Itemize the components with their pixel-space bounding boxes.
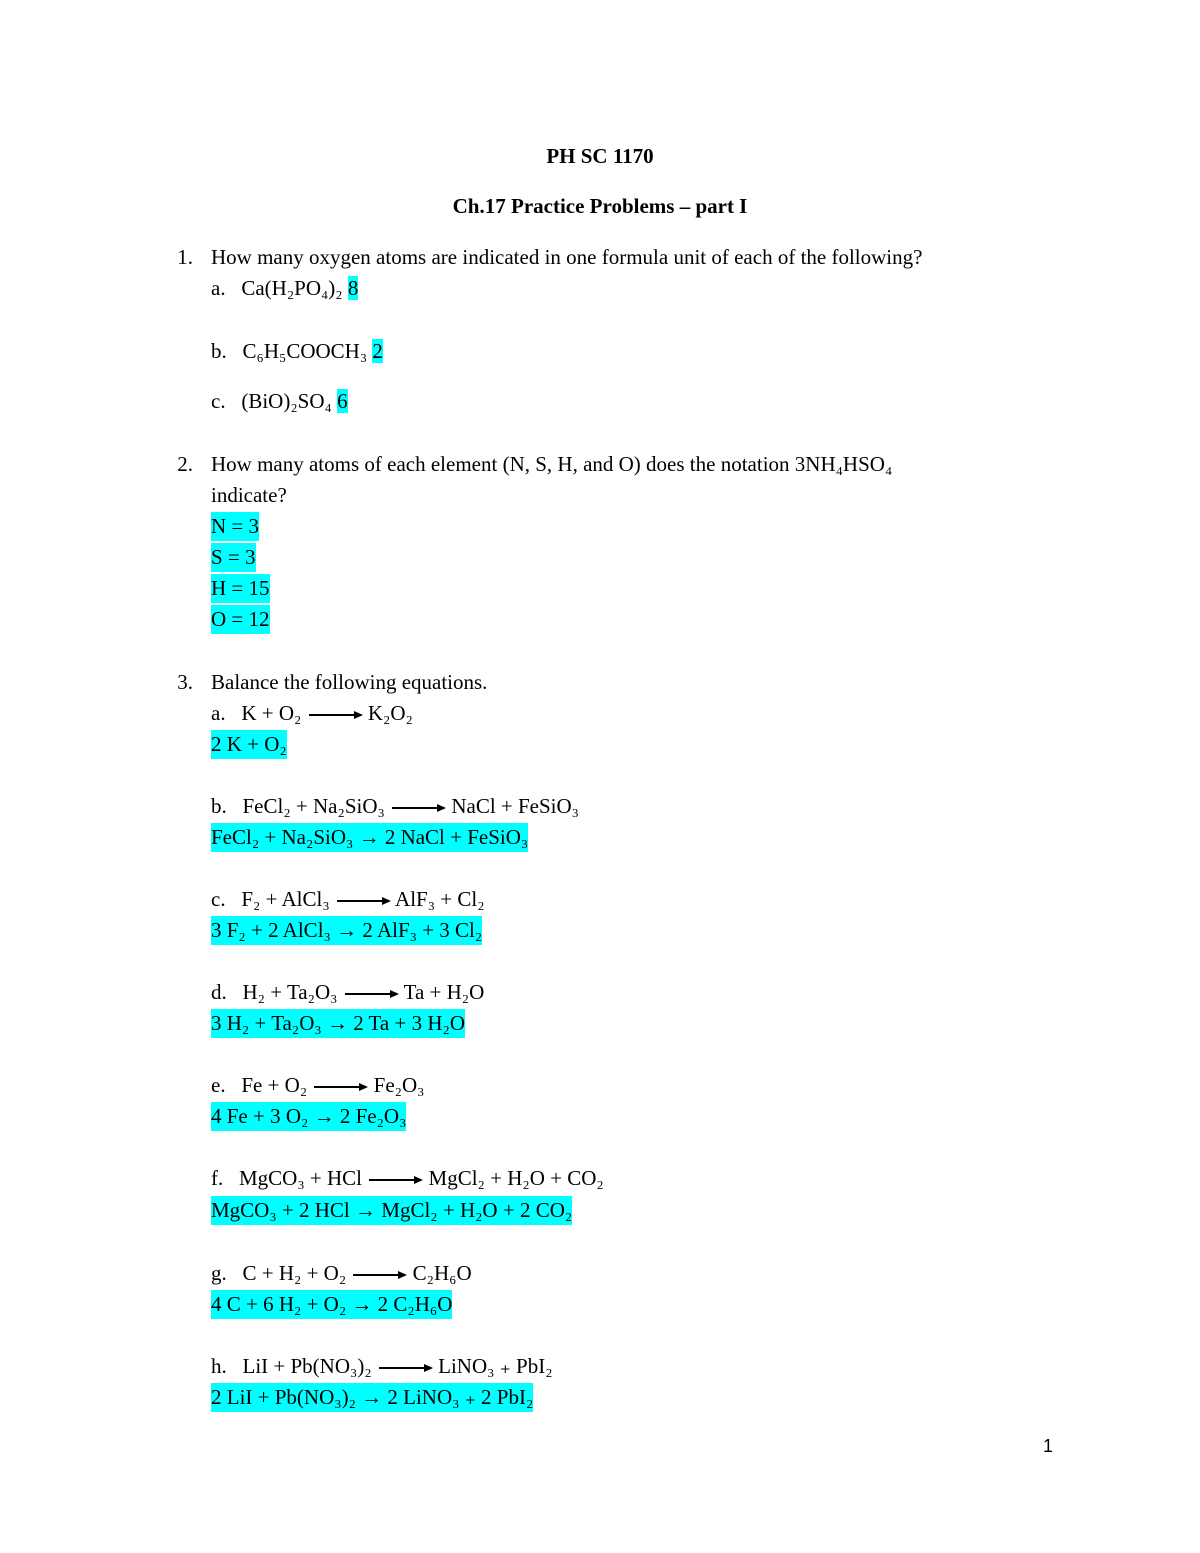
q2-answer-o: O = 12 [211,605,270,634]
q3-item-g-equation [211,1259,472,1288]
question-1-text: How many oxygen atoms are indicated in one formula unit of each of the following? [211,245,923,269]
q1-item-b [211,337,383,366]
question-3-text: Balance the following equations. [211,670,488,694]
q3-item-f-answer: MgCO₃ + 2 HCl → MgCl₂ + H₂O + 2 CO₂ [211,1196,572,1225]
question-2-number: 2. [177,452,193,476]
question-1-number: 1. [177,245,193,269]
q3-item-b-reactants: FeCl₂ + Na₂SiO₃ [242,794,385,818]
q1-item-a-formula: Ca(H₂PO₄)₂ [241,276,343,300]
q3-item-a-reactants: K + O₂ [241,701,302,725]
q3-item-g-reactants: C + H₂ + O₂ [242,1261,347,1285]
q1-item-c [211,387,348,416]
reaction-arrow-icon [369,1179,421,1181]
q3-item-e-label: e. [211,1073,226,1097]
question-2-text-line-2: indicate? [211,483,287,507]
q1-item-a-label: a. [211,276,226,300]
reaction-arrow-icon [353,1274,405,1276]
q3-item-c-equation [211,885,485,914]
q3-item-f-products: MgCl₂ + H₂O + CO₂ [428,1166,604,1190]
q3-item-g-products: C₂H₆O [412,1261,472,1285]
page-number: 1 [1043,1436,1054,1456]
q1-item-b-formula: C₆H₅COOCH₃ [242,339,368,363]
q1-item-b-answer: 2 [372,339,383,363]
q2-answer-n: N = 3 [211,512,259,541]
question-2-text-line-1: How many atoms of each element (N, S, H, and O) does the notation 3NH₄HSO₄ [211,452,893,476]
q3-item-h-products: LiNO₃ ₊ PbI₂ [438,1354,553,1378]
reaction-arrow-icon [309,714,361,716]
q3-item-d-answer: 3 H₂ + Ta₂O₃ → 2 Ta + 3 H₂O [211,1009,465,1038]
q1-item-b-label: b. [211,339,227,363]
q1-item-a [211,274,358,303]
reaction-arrow-icon [337,900,389,902]
q3-item-a-equation [211,699,413,728]
q3-item-b-answer: FeCl₂ + Na₂SiO₃ → 2 NaCl + FeSiO₃ [211,823,528,852]
q3-item-e-products: Fe₂O₃ [373,1073,425,1097]
q3-item-e-equation [211,1071,424,1100]
q2-answer-h: H = 15 [211,574,270,603]
q3-item-f-label: f. [211,1166,224,1190]
q3-item-b-equation [211,792,579,821]
q3-item-f-equation [211,1164,604,1193]
q3-item-c-label: c. [211,887,226,911]
course-title: PH SC 1170 [546,144,654,168]
q3-item-h-label: h. [211,1354,227,1378]
q3-item-c-answer: 3 F₂ + 2 AlCl₃ → 2 AlF₃ + 3 Cl₂ [211,916,482,945]
q2-answer-s: S = 3 [211,543,256,572]
q3-item-d-label: d. [211,980,227,1004]
q3-item-d-equation [211,978,484,1007]
q3-item-h-answer: 2 LiI + Pb(NO₃)₂ → 2 LiNO₃ ₊ 2 PbI₂ [211,1383,533,1412]
q3-item-b-label: b. [211,794,227,818]
question-3-number: 3. [177,670,193,694]
q3-item-b-products: NaCl + FeSiO₃ [451,794,579,818]
q3-item-e-answer: 4 Fe + 3 O₂ → 2 Fe₂O₃ [211,1102,406,1131]
q3-item-c-products: AlF₃ + Cl₂ [395,887,485,911]
q3-item-g-label: g. [211,1261,227,1285]
reaction-arrow-icon [392,807,444,809]
q3-item-c-reactants: F₂ + AlCl₃ [241,887,330,911]
q3-item-e-reactants: Fe + O₂ [241,1073,308,1097]
q3-item-a-products: K₂O₂ [367,701,413,725]
q1-item-c-formula: (BiO)₂SO₄ [241,389,332,413]
q3-item-a-answer: 2 K + O₂ [211,730,287,759]
q3-item-f-reactants: MgCO₃ + HCl [239,1166,363,1190]
q3-item-d-products: Ta + H₂O [403,980,485,1004]
reaction-arrow-icon [379,1367,431,1369]
q3-item-a-label: a. [211,701,226,725]
q1-item-a-answer: 8 [347,276,359,300]
q1-item-c-answer: 6 [337,389,348,413]
q1-item-c-label: c. [211,389,226,413]
page-subtitle: Ch.17 Practice Problems – part I [452,194,748,218]
q3-item-d-reactants: H₂ + Ta₂O₃ [242,980,338,1004]
reaction-arrow-icon [345,993,397,995]
q3-item-h-equation [211,1352,553,1381]
q3-item-h-reactants: LiI + Pb(NO₃)₂ [242,1354,372,1378]
reaction-arrow-icon [314,1086,366,1088]
q3-item-g-answer: 4 C + 6 H₂ + O₂ → 2 C₂H₆O [211,1290,452,1319]
